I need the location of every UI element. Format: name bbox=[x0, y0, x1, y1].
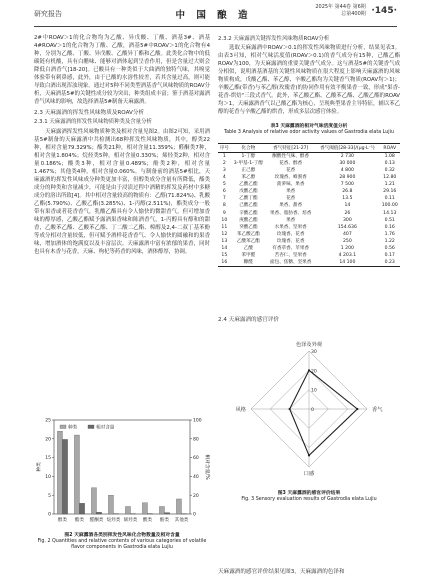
right-column bbox=[218, 34, 400, 116]
bar-count-5 bbox=[142, 503, 147, 514]
table-header-row bbox=[218, 144, 400, 153]
radar-series-point bbox=[308, 454, 310, 456]
y-right-axis-label: 相对含量/% bbox=[204, 454, 209, 480]
y-left-tick-label: 25 bbox=[45, 418, 51, 424]
y-right-tick-label: 80 bbox=[193, 437, 199, 443]
figure-3-caption-en: Fig. 3 Sensory evaluation results of Gastrodia elata Lujiu bbox=[241, 497, 377, 503]
volume-line: 2025年 第44卷 第6期 bbox=[315, 4, 366, 10]
table-header-cell: 化合物 bbox=[231, 144, 266, 153]
table-cell: 花香、醇香 bbox=[279, 160, 303, 166]
table-cell: 菠萝味、果香 bbox=[276, 182, 305, 188]
bar-count-0 bbox=[57, 431, 62, 514]
table-cell: 16 bbox=[218, 259, 231, 267]
legend-label-count: 种类 bbox=[68, 425, 78, 431]
table-cell: 乙酸丁酯 bbox=[239, 196, 258, 202]
table-cell: 4 800 bbox=[340, 168, 354, 174]
table-cell: 3 bbox=[222, 168, 226, 174]
y-right-tick-label: 100 bbox=[193, 418, 202, 424]
figure-2-bar-chart bbox=[34, 410, 210, 532]
table-cell: 250 bbox=[342, 238, 352, 244]
table-cell: 29.16 bbox=[383, 189, 397, 195]
table-3-caption bbox=[218, 124, 400, 136]
table-cell: 14 100 bbox=[315, 259, 379, 267]
table-cell: 1 200 bbox=[340, 245, 354, 251]
table-cell: 9 bbox=[222, 210, 226, 216]
table-cell: 26.8 bbox=[342, 189, 353, 195]
bar-relative-content-1 bbox=[80, 503, 85, 514]
table-cell: 10 bbox=[221, 217, 228, 223]
table-cell: 3-甲基-1-丁醇 bbox=[233, 160, 263, 166]
table-cell: 15 bbox=[221, 252, 228, 258]
table-cell: 0.56 bbox=[384, 245, 395, 251]
left-paragraph-1: 2#中ROAV＞1的化合物均为乙酸、异戊酸、丁酸、酒基3#、酒基4#ROAV＞1的化合物为丁酸、乙酸，酒基5#中ROAV＞1的化合物有4种，分别为乙酸、丁酸、异戊酸、乙酸异丁酯和乙酸。此类化合物中的低碳链有机酸，具有白醋味、能够对酒体起到呈香作用，但是含量过大则会降低白酒香气[18-20]。已酸具有一种类似于大曲酒的独特气味，其嗅觉体验带有刺鼻感，此外，由于已酸的水溶性较差，若其含量过高，则可能导致白酒出现浑浊现象。通过对5种不同类型酒基香气风味物质的ROAV分析，天麻酒基5#的关键性成分较为突出，种类组成丰富；鉴于酒基对露酒香气风味的影响，故选择酒基5#制备天麻露酒。 bbox=[34, 35, 210, 106]
x-category-label: 酯类 bbox=[74, 518, 85, 523]
left-column bbox=[34, 34, 210, 256]
table-cell: 0.32 bbox=[384, 168, 395, 174]
radar-axis-label: 香气 bbox=[372, 407, 383, 413]
table-row bbox=[218, 167, 400, 174]
journal-title: 中 国 酿 造 bbox=[175, 10, 252, 21]
table-cell: 28 900 bbox=[339, 175, 356, 181]
table-cell: 14.13 bbox=[383, 210, 397, 216]
table-cell: 8 bbox=[222, 203, 226, 209]
table-row bbox=[218, 203, 400, 210]
table-cell: 1.22 bbox=[384, 238, 395, 244]
radar-axis-label: 色泽及外观 bbox=[296, 342, 322, 348]
x-category-label: 醇类 bbox=[57, 518, 68, 523]
table-cell: 乙酸乙酯 bbox=[239, 182, 258, 188]
y-left-tick-label: 20 bbox=[45, 437, 51, 443]
table-cell: 5 bbox=[222, 182, 226, 188]
table-cell: 13 bbox=[221, 238, 228, 244]
total-issue-line: 总第400期 bbox=[341, 11, 366, 17]
table-cell: 12.80 bbox=[383, 175, 397, 181]
figure-2-caption-cn: 图2 天麻露酒各类别挥发性风味化合物数量及相对含量 bbox=[64, 533, 180, 538]
legend-swatch-count bbox=[60, 425, 66, 429]
journal-section-label: 研究报告 bbox=[34, 10, 62, 18]
table-row bbox=[218, 245, 400, 252]
table-row bbox=[218, 224, 400, 231]
bar-count-3 bbox=[108, 495, 113, 514]
table-cell: 0.51 bbox=[384, 217, 395, 223]
table-cell: 果香、甜香 bbox=[279, 203, 303, 209]
right-paragraph-1: 选取天麻露酒中ROAV＞0.1的挥发性风味物质进行分析，结果见表3。由表3可知，相对气味活度值(ROAV＞0.1)的香气成分有15种，己酸乙酯ROAV为100，为天麻露酒的重要关键香气成分。这与酒基5#的关键香气成分相似，说明酒基酒基的关键性风味物质在很大程度上影响天麻露酒的风味物质构成，戊酸乙酯、苯乙醇、辛酸乙酯均为关键香气物质(ROAV均＞1)；辛酸乙酯(带香)与苯乙醇(玫瑰香)的协同作用有效平衡果香一致，形成"果香-花香-烘焙"三段式香气。此外，苯乙酸乙酯、乙酸苯乙酯、乙酸乙酯的ROAV均＞1，天麻露酒香气以己酸乙酯为核心，呈现典型果香主导特征，辅以苯乙醇的花香与辛酸乙酯的烘香，形成多层次感官体验。 bbox=[218, 45, 400, 116]
section-2-3-1-title: 2.3.1 天麻露酒的挥发性风味物质种类及含量分析 bbox=[34, 119, 152, 126]
table-cell: 面包、焦糖、坚果香 bbox=[266, 259, 315, 267]
radar-tick-label: 30 bbox=[311, 350, 317, 355]
x-category-label: 烷烃类 bbox=[106, 518, 121, 523]
table-cell: 有香草香、苹果香 bbox=[272, 245, 310, 251]
table-cell: 果香 bbox=[286, 189, 296, 195]
table-cell: 癸酸乙酯 bbox=[239, 224, 258, 230]
table-cell: 果香、脂肪香、焙香 bbox=[270, 210, 312, 216]
table-cell: 苯乙酸乙酯 bbox=[236, 231, 260, 237]
table-header-cell: 序号 bbox=[218, 144, 231, 153]
table-header-cell: 香气特征[21-27] bbox=[266, 144, 315, 153]
radar-series-point bbox=[308, 369, 310, 371]
table-cell: 辛酸乙酯 bbox=[239, 210, 258, 216]
table-cell: 水果香、坚果香 bbox=[274, 224, 307, 230]
table-cell: 4 203.1 bbox=[338, 252, 357, 258]
bar-count-2 bbox=[91, 488, 96, 514]
y-left-tick-label: 5 bbox=[48, 493, 51, 499]
table-cell: 戊酸乙酯 bbox=[239, 189, 258, 195]
table-cell: 糠醛 bbox=[231, 259, 266, 267]
journal-issue-info bbox=[315, 4, 397, 18]
bar-count-1 bbox=[74, 435, 79, 514]
table-cell: 26 bbox=[344, 210, 351, 216]
table-cell: 1 bbox=[222, 153, 226, 159]
section-2-3-title: 2.3 天麻露酒的挥发性风味物质及ROAV分析 bbox=[34, 110, 145, 117]
table-cell: 30 000 bbox=[339, 160, 356, 166]
radar-axis-label: 风格 bbox=[235, 407, 246, 413]
radar-series-point bbox=[356, 408, 358, 410]
table-cell: 154.636 bbox=[337, 224, 357, 230]
x-category-label: 酚类 bbox=[159, 518, 170, 523]
table-row bbox=[218, 160, 400, 167]
table-cell: 4 bbox=[222, 175, 226, 181]
x-category-label: 其他类 bbox=[174, 518, 189, 523]
x-category-label: 醛酮类 bbox=[89, 518, 104, 523]
page-number: ·145· bbox=[371, 6, 397, 16]
y-right-tick-label: 60 bbox=[193, 456, 199, 462]
right-paragraph-2: 天麻露酒的感官评价结果见图3，天麻露酒的色泽和 bbox=[218, 569, 345, 575]
radar-tick-label: 0 bbox=[311, 408, 314, 413]
table-cell: 苦杏仁、坚果香 bbox=[274, 252, 307, 258]
table-cell: 0.16 bbox=[384, 224, 395, 230]
radar-axis-label: 口感 bbox=[303, 471, 315, 477]
table-cell: 6 bbox=[222, 189, 226, 195]
table-cell: 2 730 bbox=[340, 153, 354, 159]
table-3-caption-en: Table 3 Analysis of relative odor activity values of Gastrodia elata Lujiu bbox=[223, 130, 395, 136]
table-row bbox=[218, 252, 400, 259]
table-cell: 乙酸 bbox=[243, 245, 253, 251]
volume-block bbox=[315, 4, 365, 18]
table-cell: 2 bbox=[222, 160, 226, 166]
table-cell: 玫瑰香、花香 bbox=[276, 231, 305, 237]
legend-label-relative-content: 相对含量 bbox=[96, 425, 115, 431]
table-header-cell: ROAV bbox=[379, 144, 400, 153]
y-left-tick-label: 10 bbox=[45, 475, 51, 480]
y-right-tick-label: 40 bbox=[193, 475, 199, 480]
table-cell: 7 500 bbox=[340, 182, 354, 188]
bar-count-6 bbox=[159, 506, 164, 514]
table-cell: 13.5 bbox=[342, 196, 353, 202]
table-cell: 己酸乙酯 bbox=[239, 203, 258, 209]
section-2-3-2-title: 2.3.2 天麻露酒关键挥发性风味物质ROAV分析 bbox=[218, 36, 330, 42]
table-row bbox=[218, 217, 400, 224]
y-right-tick-label: 20 bbox=[193, 493, 199, 499]
table-cell: 0.17 bbox=[384, 252, 395, 258]
y-left-axis-label: 种类 bbox=[37, 462, 42, 472]
table-cell: 1.21 bbox=[384, 182, 395, 188]
y-right-tick-label: 0 bbox=[193, 512, 196, 518]
figure-3-caption bbox=[218, 491, 400, 503]
table-cell: 果香 bbox=[286, 217, 296, 223]
table-cell: 苯甲醛 bbox=[241, 252, 256, 258]
left-paragraph-2: 天麻露酒挥发性风味物质种类及相对含量见图2。由图2可知，采用酒基5#制备的天麻露酒中共检测出68种挥发性风味物质，其中，醇类22种，相对含量79.329%；酯类21种，相对含量11.359%；醛酮类7种，相对含量1.804%；烷烃类5种，相对含量0.330%；烯烃类2种，相对含量0.186%；酸类3种，相对含量0.489%；酚类2种，相对含量1.467%；其他类4种，相对含量0.060%。与制备前的酒基5#相比，天麻露酒的挥发性风味成分种类更加丰富，但醇类成分含量有所降低，酯类成分的种类和含量减少，可能是由于浸渍过程中酒精的挥发及药材中多糖成分的溶出所致[4]。其中相对含量较高的物质有：乙醇(71.824%)、乳酸乙酯(5.790%)、乙酸乙酯(3.285%)、1-丙醇(2.511%)，酯类成分一般带有果香或者花香香气，乳酸乙酯具有令人愉快的微甜香气，但可增加香味的醇厚感，乙酸乙酯赋予露酒果香味和陈酒香气，1-丙醇具有醇和的甜香，乙酸苯乙酯、乙酸苯乙酯、丁二酸二乙酯、樟醇及2,4-二叔丁基苯酚等成分相对含量较低，但可赋予酒样花香香气、令人愉快的圆融和的果香味，增加酒体的饱满度以及丰富层次。天麻露酒中富有浓郁的果香，同时也具有木香与花香，天麻、枸杞等药香的风味，酒体醇厚，协调。 bbox=[34, 128, 210, 256]
section-2-4-title: 2.4 天麻露酒的感官评价 bbox=[218, 317, 280, 323]
table-header-cell: 香气阈值[28-33]/(μg·L⁻¹) bbox=[315, 144, 379, 153]
table-cell: 1.76 bbox=[384, 231, 395, 237]
bar-count-4 bbox=[125, 506, 130, 514]
table-cell: 100.00 bbox=[381, 203, 398, 209]
figure-2-caption-en: Fig. 2 Quantities and relative contents of various categories of volatile flavor components in Gastrodia elata Lujiu bbox=[37, 539, 207, 551]
table-cell: 苯乙醇 bbox=[241, 175, 256, 181]
figure-3-caption-cn: 图3 天麻露酒的感官评价结果 bbox=[277, 491, 341, 496]
table-cell: 0.11 bbox=[384, 196, 395, 202]
table-row bbox=[218, 188, 400, 195]
table-cell: 300 bbox=[342, 217, 352, 223]
table-row bbox=[218, 174, 400, 181]
header-divider bbox=[34, 26, 397, 27]
y-left-tick-label: 15 bbox=[45, 456, 51, 462]
table-cell: 0.13 bbox=[384, 160, 395, 166]
radar-tick-label: 10 bbox=[311, 388, 317, 394]
table-3-caption-cn: 表3 天麻露酒的相对气味活度值分析 bbox=[270, 124, 348, 129]
table-cell: 庚酸乙酯 bbox=[239, 217, 258, 223]
table-cell: 玫瑰香、蜂蜜香 bbox=[274, 175, 307, 181]
chart-legend bbox=[60, 423, 115, 430]
table-row bbox=[218, 231, 400, 238]
figure-3-radar-chart bbox=[228, 327, 390, 489]
table-cell: 酮酸性气味、醇香 bbox=[272, 153, 310, 159]
x-category-label: 烯烃类 bbox=[123, 518, 138, 523]
y-left-tick-label: 0 bbox=[48, 512, 51, 518]
table-cell: 407 bbox=[342, 231, 352, 237]
table-cell: 14 bbox=[344, 203, 351, 209]
table-row bbox=[218, 259, 400, 267]
table-row bbox=[218, 181, 400, 188]
legend-swatch-relative-content bbox=[88, 425, 94, 429]
table-cell: 花香 bbox=[286, 196, 296, 202]
table-3 bbox=[218, 143, 400, 267]
table-row bbox=[218, 153, 400, 161]
table-cell: 12 bbox=[221, 231, 228, 237]
bar-relative-content-0 bbox=[63, 439, 68, 514]
table-cell: 花香 bbox=[286, 168, 296, 174]
table-cell: 14 bbox=[221, 245, 228, 251]
table-cell: 正己醇 bbox=[241, 168, 256, 174]
radar-series-point bbox=[289, 408, 291, 410]
bar-relative-content-6 bbox=[165, 513, 170, 514]
table-cell: 乙酸苯乙酯 bbox=[236, 238, 260, 244]
table-cell: 11 bbox=[221, 224, 228, 230]
table-row bbox=[218, 238, 400, 245]
table-cell: 7 bbox=[222, 196, 226, 202]
x-category-label: 酸类 bbox=[142, 518, 153, 523]
figure-2-caption bbox=[34, 533, 210, 552]
radar-series-polygon bbox=[290, 370, 358, 455]
table-cell: 玫瑰香、花香 bbox=[276, 238, 305, 244]
table-row bbox=[218, 210, 400, 217]
bar-count-7 bbox=[176, 499, 181, 514]
table-row bbox=[218, 195, 400, 202]
bar-relative-content-2 bbox=[97, 512, 102, 514]
table-cell: 1-丁醇 bbox=[241, 153, 256, 159]
table-cell: 0.23 bbox=[379, 259, 400, 267]
table-cell: 1.08 bbox=[384, 153, 395, 159]
radar-tick-label: 20 bbox=[311, 369, 317, 375]
